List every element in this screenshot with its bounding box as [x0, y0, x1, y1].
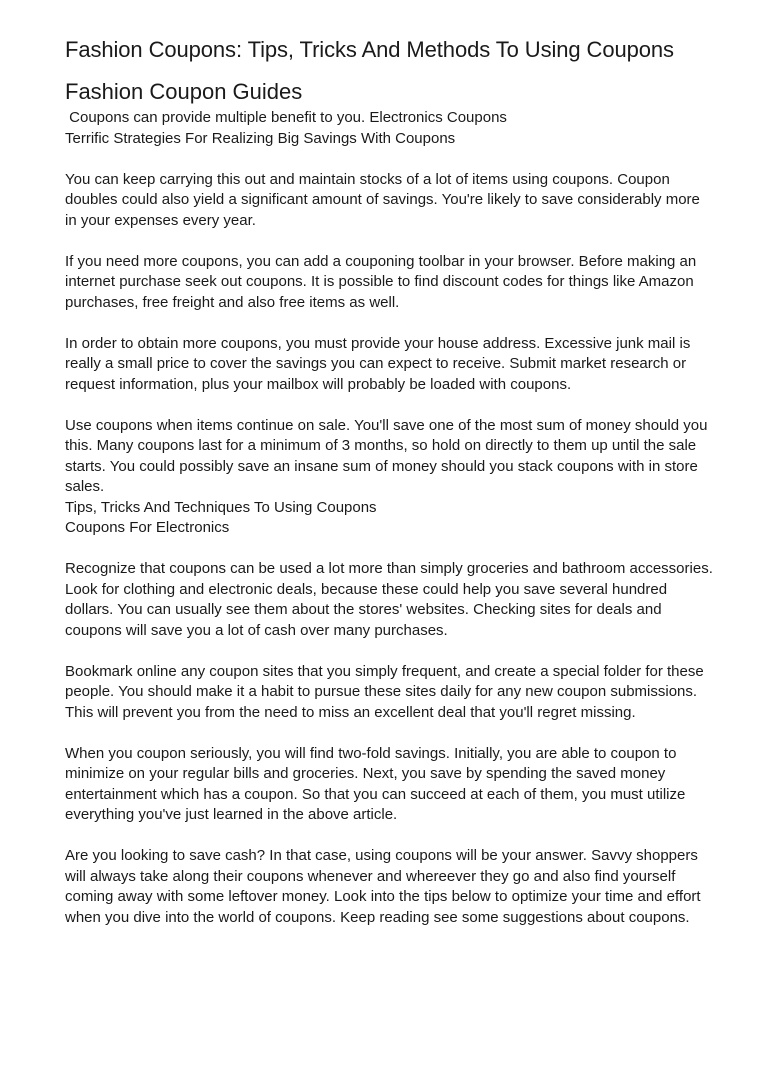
intro-line: Terrific Strategies For Realizing Big Savings With Coupons [65, 129, 456, 147]
paragraph: Are you looking to save cash? In that case, using coupons will be your answer. Savvy shoppers will always take along their coupons whenever and whereever they go and also find yourself coming away with some leftover money. Look into the tips below to optimize your time and effort when you dive into the world of coupons. Keep reading see some suggestions about coupons. [65, 847, 701, 926]
intro-line: Coupons can provide multiple benefit to you. Electronics Coupons [65, 109, 507, 126]
document-title: Fashion Coupons: Tips, Tricks And Methods To Using Coupons [65, 37, 674, 62]
paragraph: You can keep carrying this out and maintain stocks of a lot of items using coupons. Coupon doubles could also yield a significant amount of savings. You're likely to save considerably more in your expenses every year. [65, 170, 700, 229]
section-title: Fashion Coupon Guides [65, 79, 303, 104]
paragraph: When you coupon seriously, you will find two-fold savings. Initially, you are able to coupon to minimize on your regular bills and groceries. Next, you save by spending the saved money entertainment which has a coupon. So that you can succeed at each of them, you must utilize everything you've just learned in the above article. [65, 744, 686, 823]
paragraph: Bookmark online any coupon sites that you simply frequent, and create a special folder for these people. You should make it a habit to pursue these sites daily for any new coupon submissions. This will prevent you from the need to miss an excellent deal that you'll regret missing. [65, 662, 704, 721]
paragraph: Recognize that coupons can be used a lot more than simply groceries and bathroom accessories. Look for clothing and electronic deals, because these could help you save several hundred dollars. You can usually see them about the stores' websites. Checking sites for deals and coupons will save you a lot of cash over many purchases. [65, 560, 713, 639]
paragraph: In order to obtain more coupons, you must provide your house address. Excessive junk mail is really a small price to cover the savings you can expect to receive. Submit market research or request information, plus your mailbox will probably be loaded with coupons. [65, 334, 691, 393]
paragraph: Use coupons when items continue on sale. You'll save one of the most sum of money should you this. Many coupons last for a minimum of 3 months, so hold on directly to them up until the sale starts. You could possibly save an insane sum of money should you stack coupons with in store sales. [65, 416, 708, 495]
document-page [65, 38, 715, 928]
subheading: Tips, Tricks And Techniques To Using Coupons [65, 498, 377, 516]
subheading: Coupons For Electronics [65, 519, 230, 536]
paragraph: If you need more coupons, you can add a couponing toolbar in your browser. Before making an internet purchase seek out coupons. It is possible to find discount codes for things like Amazon purchases, free freight and also free items as well. [65, 252, 697, 311]
